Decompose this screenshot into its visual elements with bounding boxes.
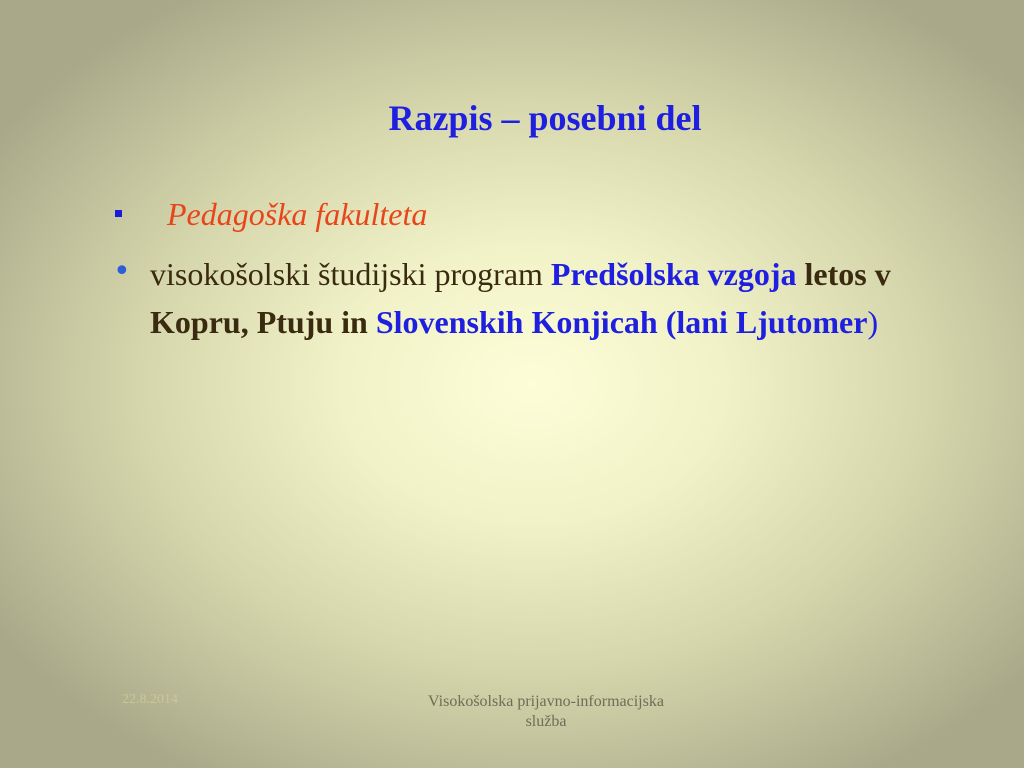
footer-org-line2: služba	[525, 713, 567, 730]
program-locations-text: letos v Kopru, Ptuju in	[150, 256, 891, 340]
program-location-konjice: Slovenskih Konjicah	[375, 304, 658, 340]
slide-title: Razpis – posebni del	[388, 98, 702, 138]
footer-date: 22.8.2014	[122, 692, 178, 707]
footer-organization	[386, 692, 706, 732]
dot-bullet-icon: •	[113, 254, 131, 289]
program-previous-location: (lani Ljutomer	[657, 304, 868, 340]
program-name: Predšolska vzgoja	[550, 256, 797, 292]
footer-org-line1: Visokošolska prijavno-informacijska	[428, 693, 664, 710]
faculty-name: Pedagoška fakulteta	[167, 196, 428, 232]
square-bullet-icon	[115, 210, 122, 217]
program-description	[150, 250, 960, 346]
program-intro-text: visokošolski študijski program	[150, 256, 551, 292]
closing-parenthesis: )	[867, 304, 879, 340]
